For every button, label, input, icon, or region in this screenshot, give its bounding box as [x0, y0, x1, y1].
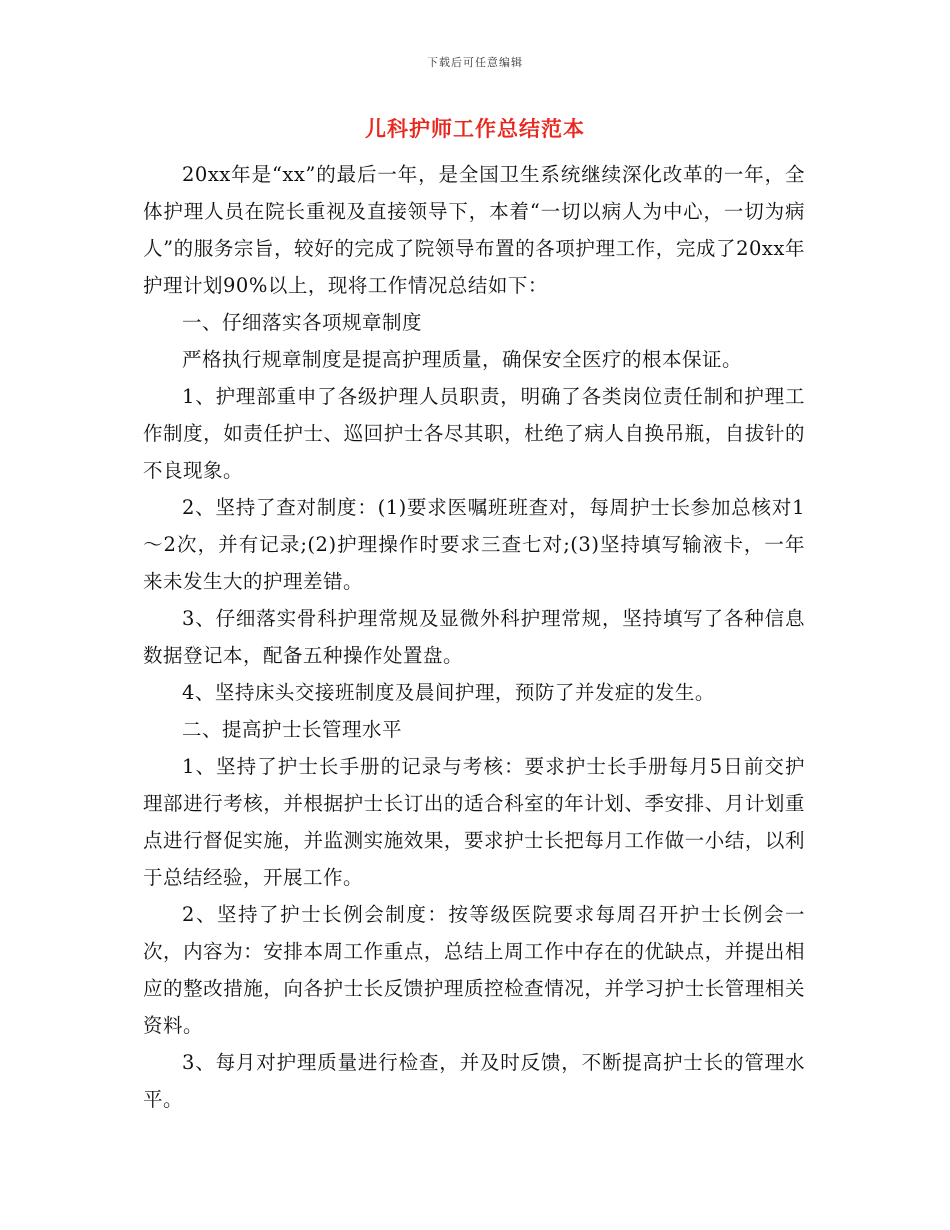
section-heading-2: 二、提高护士长管理水平 — [182, 718, 403, 741]
paragraph: 2、坚持了查对制度：(1)要求医嘱班班查对，每周护士长参加总核对1～2次，并有记录;(2)护理操作时要求三查七对;(3)坚持填写输液卡，一年来未发生大的护理差错。 — [143, 496, 805, 593]
section-heading-1: 一、仔细落实各项规章制度 — [182, 311, 423, 334]
paragraph: 严格执行规章制度是提高护理质量，确保安全医疗的根本保证。 — [182, 348, 743, 371]
header-note: 下载后可任意编辑 — [427, 56, 523, 69]
paragraph-intro: 20xx年是“xx”的最后一年，是全国卫生系统继续深化改革的一年，全体护理人员在院长重视及直接领导下，本着“一切以病人为中心，一切为病人”的服务宗旨，较好的完成了院领导布置的各项护理工作，完成了20xx年护理计划90%以上，现将工作情况总结如下： — [143, 163, 805, 297]
paragraph: 3、每月对护理质量进行检查，并及时反馈，不断提高护士长的管理水平。 — [143, 1051, 805, 1111]
document-title: 儿科护师工作总结范本 — [365, 116, 585, 141]
document-body — [143, 156, 805, 1118]
paragraph: 1、坚持了护士长手册的记录与考核：要求护士长手册每月5日前交护理部进行考核，并根据护士长订出的适合科室的年计划、季安排、月计划重点进行督促实施，并监测实施效果，要求护士长把每月工作做一小结，以利于总结经验，开展工作。 — [143, 755, 805, 889]
paragraph: 4、坚持床头交接班制度及晨间护理，预防了并发症的发生。 — [182, 681, 715, 704]
paragraph: 1、护理部重申了各级护理人员职责，明确了各类岗位责任制和护理工作制度，如责任护士、巡回护士各尽其职，杜绝了病人自换吊瓶，自拔针的不良现象。 — [143, 385, 805, 482]
paragraph: 3、仔细落实骨科护理常规及显微外科护理常规，坚持填写了各种信息数据登记本，配备五种操作处置盘。 — [143, 607, 805, 667]
paragraph: 2、坚持了护士长例会制度：按等级医院要求每周召开护士长例会一次，内容为：安排本周工作重点，总结上周工作中存在的优缺点，并提出相应的整改措施，向各护士长反馈护理质控检查情况，并学习护士长管理相关资料。 — [143, 903, 805, 1037]
